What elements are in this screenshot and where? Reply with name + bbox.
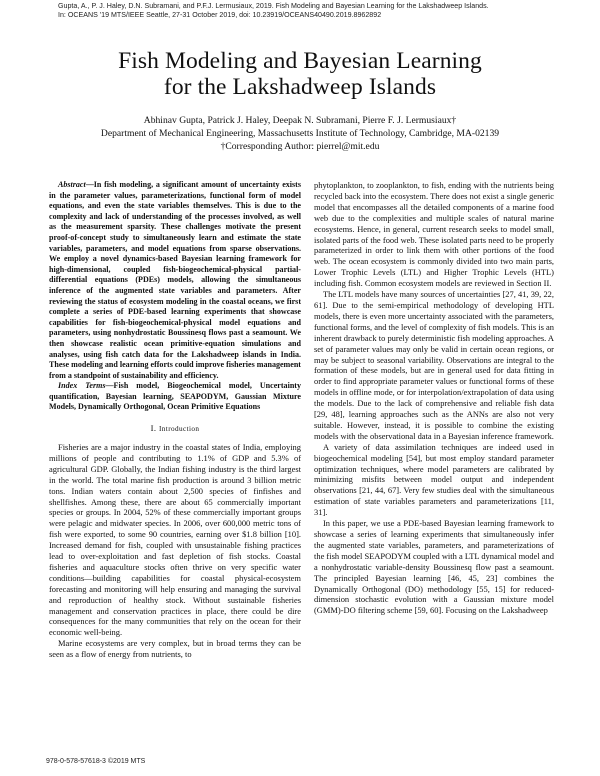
right-paragraph-4: In this paper, we use a PDE-based Bayesian learning framework to showcase a series of learning experiments that simultaneously infer the augmented state variables, parameters, and parameterizations of the fish model SEAPODYM coupled with a LTL dynamical model and a nonhydrostatic variable-density Boussinesq flow past a seamount. The principled Bayesian learning [46, 45, 23] combines the Dynamically Orthogonal (DO) methodology [55, 15] for reduced-dimension stochastic evolution with a Gaussian mixture model (GMM)-DO filtering scheme [59, 60]. Focusing on the Lakshadweep: [314, 518, 554, 616]
title-line-2: for the Lakshadweep Islands: [163, 74, 437, 100]
right-column: [314, 180, 554, 616]
right-paragraph-2: The LTL models have many sources of uncertainties [27, 41, 39, 22, 61]. Due to the semi-empirical methodology of developing HTL models, there is even more uncertainty associated with the parameters, functional forms, and the level of complexity of fish models. This is an inherent drawback to purely deterministic fish modeling approaches. A set of parameter values may only be valid in certain ocean regions, or may be subject to seasonal variability. Observations are integral to the formation of these models, but are in general used for data fitting in order to find appropriate parameter values or functional forms of these models in offline mode, or for interpolation/extrapolation of data using the models. Due to the lack of comprehensive and reliable fish data [29, 48], learning approaches such as the ANNs are also not very suitable. However, instead, it is possible to combine the existing models with the observational data in a Bayesian inference framework.: [314, 289, 554, 441]
left-column: [49, 180, 301, 660]
author-names: Abhinav Gupta, Patrick J. Haley, Deepak N. Subramani, Pierre F. J. Lermusiaux†: [143, 115, 457, 126]
paper-title: [0, 48, 600, 100]
affiliation: Department of Mechanical Engineering, Massachusetts Institute of Technology, Cambridge, MA-02139: [100, 128, 500, 139]
section-title: Introduction: [159, 425, 200, 434]
author-block: [0, 114, 600, 153]
title-line-1: Fish Modeling and Bayesian Learning: [118, 48, 482, 74]
doi-text: In: OCEANS '19 MTS/IEEE Seattle, 27-31 October 2019, doi: 10.23919/OCEANS40490.2019.8962892: [58, 11, 382, 19]
corresponding-author: †Corresponding Author: pierrel@mit.edu: [220, 141, 380, 152]
section-number: I.: [150, 423, 157, 434]
abstract-label: Abstract: [58, 180, 86, 189]
intro-paragraph-1: Fisheries are a major industry in the coastal states of India, employing millions of people and contributing to 1.1% of GDP and 5.3% of agricultural GDP. Globally, the Indian fishing industry is the third largest in the world. The total marine fish production is around 3 billion metric tons. Indian waters contain about 2,500 species of finfishes and shellfishes. Among these, there are about 65 commercially important species or groups. In 2004, 52% of these commercially important groups were pelagic and midwater species. In 2006, over 600,000 metric tons of fish were exported, to some 90 countries, earning over $1.8 billion [10]. Increased demand for fish, coupled with unsustainable fishing practices lead to over-exploitation and fast depletion of fish stocks. Coastal fisheries and aquaculture stocks often thrive on very specific water conditions—building capabilities for coastal physical-ecosystem forecasting and monitoring will help ensuring and managing the survival and reproduction of healthy stock. Without sustainable fisheries management and conservation practices in place, there could be dire consequences for the many communities that rely on the ocean for their economic well-being.: [49, 441, 301, 638]
citation-header: [58, 2, 578, 20]
page-footer: 978-0-578-57618-3 ©2019 MTS: [46, 758, 146, 765]
intro-paragraph-2: Marine ecosystems are very complex, but in broad terms they can be seen as a flow of energy from nutrients, to: [49, 638, 301, 660]
index-terms-text: —Fish model, Biogeochemical model, Uncertainty quantification, Bayesian learning, SEAPODYM, Gaussian Mixture Models, Dynamically Orthogonal, Ocean Primitive Equations: [49, 381, 301, 412]
section-heading: [49, 423, 301, 435]
index-terms: [49, 381, 301, 413]
right-paragraph-3: A variety of data assimilation techniques are indeed used in biogeochemical modeling [54], but most employ standard parameter optimization techniques, where model parameters are calibrated by minimizing misfits between model output and independent observations [21, 44, 67]. Very few studies deal with the simultaneous estimation of state variables parameters and parameterizations [11, 31].: [314, 441, 554, 518]
citation-text: Gupta, A., P. J. Haley, D.N. Subramani, and P.F.J. Lermusiaux, 2019. Fish Modeling and Bayesian Learning for the Lakshadweep Islands.: [58, 2, 489, 10]
abstract-text: —In fish modeling, a significant amount of uncertainty exists in the parameter values, parameterizations, functional form of model equations, and even the state variables themselves. This is due to the complexity and lack of understanding of the processes involved, as well as the measurement sparsity. These challenges motivate the present proof-of-concept study to simultaneously learn and estimate the state variables, parameters, and model equations from sparse observations. We employ a novel dynamics-based Bayesian learning framework for high-dimensional, coupled fish-biogeochemical-physical partial-differential equations (PDEs) models, allowing the simultaneous inference of the augmented state variables and parameters. After reviewing the status of ecosystem modeling in the coastal oceans, we first complete a series of PDE-based learning experiments that showcase capabilities for fish-biogeochemical-physical model equations and parameters, using nonhydrostatic Boussinesq flows past a seamount. We then showcase realistic ocean primitive-equation simulations and analyses, using fish catch data for the Lakshadweep islands in India. These modeling and learning efforts could improve fisheries management from a standpoint of sustainability and efficiency.: [49, 180, 301, 380]
abstract: [49, 180, 301, 381]
index-terms-label: Index Terms: [58, 381, 106, 391]
right-paragraph-1: phytoplankton, to zooplankton, to fish, ending with the nutrients being recycled back into the ecosystem. There does not exist a single generic model that encompasses all the detailed components of a marine food web due to the complexities and multiple scales of natural marine ecosystems. Hence, in general, current research seeks to model small, isolated parts of the food web. These isolated parts need to be properly parameterized in order to link them with other portions of the food web. The ocean ecosystem is commonly divided into two main parts, Lower Trophic Levels (LTL) and Higher Trophic Levels (HTL) including fish. Common ecosystem models are reviewed in Section II.: [314, 180, 554, 289]
